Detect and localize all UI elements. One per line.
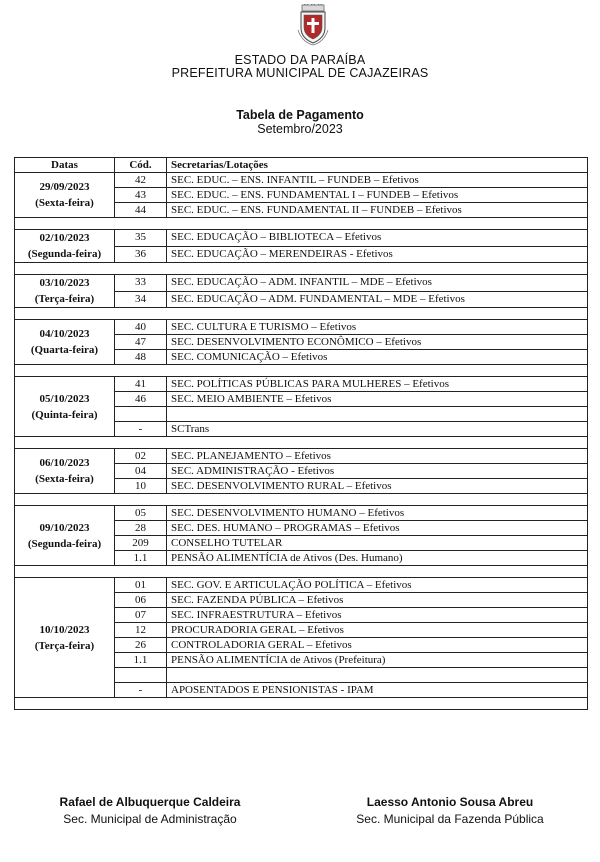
secretariat-cell: SEC. EDUC. – ENS. INFANTIL – FUNDEB – Efetivos [167,173,588,188]
table-spacer-row [15,437,588,449]
table-body [15,173,588,710]
payment-date: 06/10/2023 [39,457,90,469]
secretariat-cell: SEC. ADMINISTRAÇÃO - Efetivos [167,464,588,479]
payment-weekday: (Segunda-feira) [27,248,102,260]
code-cell: 1.1 [115,653,167,668]
table-spacer-cell [15,437,588,449]
payment-date-cell [15,275,115,308]
code-cell: 36 [115,246,167,263]
secretariat-cell [167,668,588,683]
code-cell: 05 [115,506,167,521]
signatory-role: Sec. Municipal de Administração [63,812,237,826]
state-name: ESTADO DA PARAÍBA [234,53,366,67]
secretariat-cell: SEC. PLANEJAMENTO – Efetivos [167,449,588,464]
payment-weekday: (Quarta-feira) [30,344,99,356]
secretariat-cell: PROCURADORIA GERAL – Efetivos [167,623,588,638]
code-cell: 48 [115,350,167,365]
secretariat-cell: SEC. DES. HUMANO – PROGRAMAS – Efetivos [167,521,588,536]
document-period: Setembro/2023 [257,122,343,136]
payment-date: 03/10/2023 [39,277,90,289]
code-cell: 1.1 [115,551,167,566]
column-header-date: Datas [15,158,115,173]
table-row [15,449,588,464]
secretariat-cell: CONTROLADORIA GERAL – Efetivos [167,638,588,653]
table-row [15,506,588,521]
secretariat-cell: PENSÃO ALIMENTÍCIA de Ativos (Des. Humano) [167,551,588,566]
table-spacer-row [15,566,588,578]
secretariat-cell: CONSELHO TUTELAR [167,536,588,551]
table-row [15,275,588,292]
secretariat-cell: PENSÃO ALIMENTÍCIA de Ativos (Prefeitura) [167,653,588,668]
code-cell: 41 [115,377,167,392]
code-cell: 43 [115,188,167,203]
signature-left [0,795,300,826]
payment-weekday: (Segunda-feira) [27,537,102,550]
secretariat-cell: SEC. COMUNICAÇÃO – Efetivos [167,350,588,365]
code-cell: 34 [115,291,167,308]
code-cell: 35 [115,230,167,247]
secretariat-cell: SEC. EDUCAÇÃO – ADM. INFANTIL – MDE – Efetivos [167,275,588,292]
payment-date-cell [15,506,115,566]
secretariat-cell: SEC. INFRAESTRUTURA – Efetivos [167,608,588,623]
table-spacer-row [15,218,588,230]
table-spacer-cell [15,308,588,320]
table-spacer-row [15,308,588,320]
code-cell: 04 [115,464,167,479]
secretariat-cell: SEC. DESENVOLVIMENTO HUMANO – Efetivos [167,506,588,521]
secretariat-cell: SEC. GOV. E ARTICULAÇÃO POLÍTICA – Efetivos [167,578,588,593]
code-cell: 12 [115,623,167,638]
table-spacer-cell [15,263,588,275]
column-header-code: Cód. [115,158,167,173]
secretariat-cell: SCTrans [167,422,588,437]
payment-date-cell [15,449,115,494]
code-cell [115,668,167,683]
payment-date: 02/10/2023 [39,232,90,244]
signatory-name: Laesso Antonio Sousa Abreu [366,795,534,809]
payment-date-cell [15,578,115,698]
payment-weekday: (Sexta-feira) [35,473,94,485]
secretariat-cell: SEC. CULTURA E TURISMO – Efetivos [167,320,588,335]
code-cell: 40 [115,320,167,335]
payment-weekday: (Terça-feira) [34,639,95,652]
code-cell: 28 [115,521,167,536]
payment-date-cell [15,173,115,218]
code-cell: 01 [115,578,167,593]
code-cell: 07 [115,608,167,623]
table-row [15,173,588,188]
code-cell: 209 [115,536,167,551]
signatory-role: Sec. Municipal da Fazenda Pública [356,812,544,826]
table-row [15,578,588,593]
table-spacer-cell [15,566,588,578]
city-hall-name: PREFEITURA MUNICIPAL DE CAJAZEIRAS [171,66,429,80]
secretariat-cell: SEC. EDUC. – ENS. FUNDAMENTAL I – FUNDEB – Efetivos [167,188,588,203]
table-spacer-cell [15,494,588,506]
code-cell: 44 [115,203,167,218]
secretariat-cell: SEC. EDUCAÇÃO – ADM. FUNDAMENTAL – MDE – Efetivos [167,291,588,308]
secretariat-cell: SEC. FAZENDA PÚBLICA – Efetivos [167,593,588,608]
secretariat-cell: SEC. DESENVOLVIMENTO RURAL – Efetivos [167,479,588,494]
payment-date-cell [15,377,115,437]
code-cell: - [115,683,167,698]
payment-date-cell [15,320,115,365]
table-spacer-row [15,698,588,710]
secretariat-cell: SEC. EDUCAÇÃO – BIBLIOTECA – Efetivos [167,230,588,247]
column-header-secretariat: Secretarias/Lotações [167,158,588,173]
payment-date: 04/10/2023 [39,328,90,340]
table-spacer-cell [15,698,588,710]
secretariat-cell: APOSENTADOS E PENSIONISTAS - IPAM [167,683,588,698]
table-spacer-cell [15,365,588,377]
secretariat-cell: SEC. EDUCAÇÃO – MERENDEIRAS - Efetivos [167,246,588,263]
code-cell: 26 [115,638,167,653]
secretariat-cell: SEC. POLÍTICAS PÚBLICAS PARA MULHERES – Efetivos [167,377,588,392]
code-cell: 42 [115,173,167,188]
payment-date: 10/10/2023 [39,623,90,636]
code-cell: 10 [115,479,167,494]
secretariat-cell [167,407,588,422]
table-row [15,230,588,247]
secretariat-cell: SEC. MEIO AMBIENTE – Efetivos [167,392,588,407]
secretariat-cell: SEC. EDUC. – ENS. FUNDAMENTAL II – FUNDEB – Efetivos [167,203,588,218]
code-cell: 46 [115,392,167,407]
code-cell: 33 [115,275,167,292]
document-title: Tabela de Pagamento [236,108,364,122]
table-spacer-row [15,494,588,506]
table-row [15,377,588,392]
code-cell: 06 [115,593,167,608]
payment-weekday: (Quinta-feira) [31,408,98,421]
table-header-row [15,158,588,173]
table-row [15,320,588,335]
payment-date-cell [15,230,115,263]
code-cell: 02 [115,449,167,464]
code-cell: 47 [115,335,167,350]
coat-of-arms-icon [296,4,330,46]
signature-right [300,795,600,826]
table-spacer-row [15,365,588,377]
code-cell: - [115,422,167,437]
payment-date: 09/10/2023 [39,521,90,534]
payment-weekday: (Terça-feira) [34,293,95,305]
signatory-name: Rafael de Albuquerque Caldeira [59,795,241,809]
table-spacer-row [15,263,588,275]
payment-date: 29/09/2023 [39,181,90,193]
payment-weekday: (Sexta-feira) [35,197,94,209]
table-spacer-cell [15,218,588,230]
secretariat-cell: SEC. DESENVOLVIMENTO ECONÔMICO – Efetivos [167,335,588,350]
code-cell [115,407,167,422]
payment-date: 05/10/2023 [39,392,90,405]
payment-table [14,157,588,710]
